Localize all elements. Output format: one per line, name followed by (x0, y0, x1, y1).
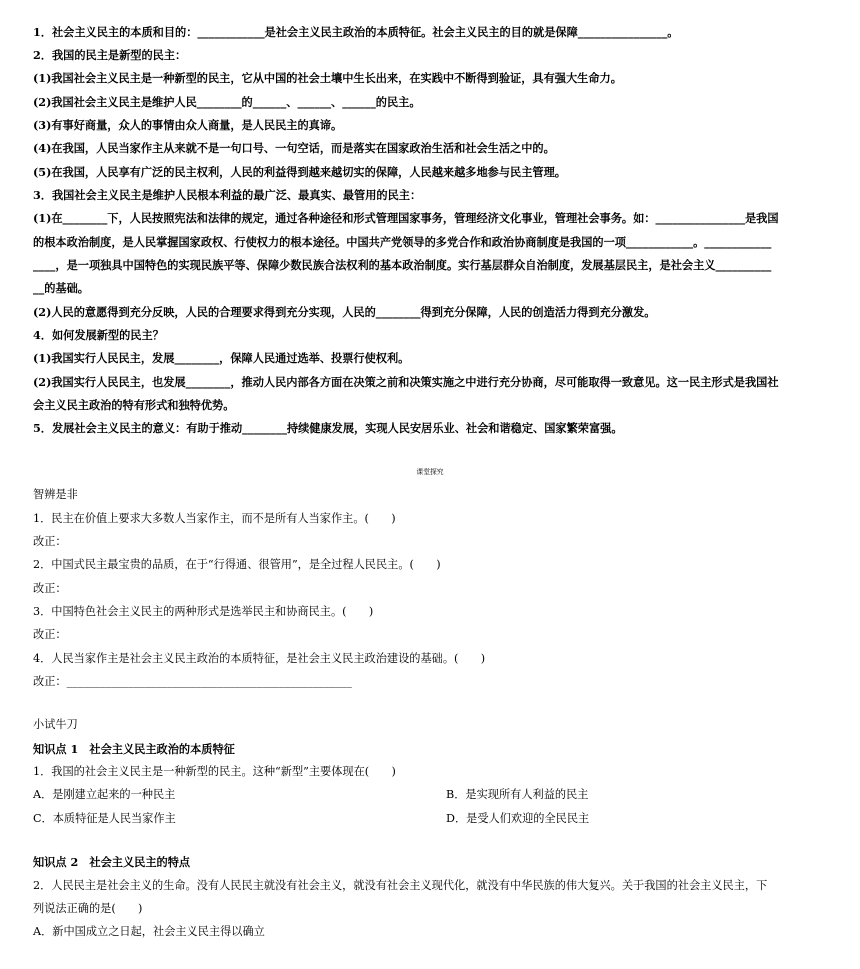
option-c: C．本质特征是人民当家作主 (33, 812, 176, 825)
text-line: 会主义民主政治的特有形式和独特优势。 (33, 398, 235, 412)
correction-line: 改正： (33, 628, 67, 641)
text-line: 1．社会主义民主的本质和目的：____________是社会主义民主政治的本质特征。社会主义民主的目的就是保障________________。 (33, 25, 679, 39)
text-line: 4．如何发展新型的民主？ (33, 328, 164, 342)
text-line: (2)我国实行人民民主，也发展________，推动人民内部各方面在决策之前和决策实施之中进行充分协商，尽可能取得一致意见。这一民主形式是我国社 (33, 375, 779, 389)
question-continuation: 列说法正确的是( ) (33, 902, 143, 915)
knowledge-point-heading: 知识点 1 社会主义民主政治的本质特征 (33, 742, 235, 756)
subsection-heading: 小试牛刀 (33, 718, 78, 731)
question: 2．人民民主是社会主义的生命。没有人民民主就没有社会主义，就没有社会主义现代化，就没有中华民族的伟大复兴。关于我国的社会主义民主，下 (33, 879, 768, 892)
text-line: 3．我国社会主义民主是维护人民根本利益的最广泛、最真实、最管用的民主： (33, 188, 422, 202)
text-line: (4)在我国，人民当家作主从来就不是一句口号、一句空话，而是落实在国家政治生活和社会生活之中的。 (33, 141, 555, 155)
correction-line: 改正： (33, 535, 67, 548)
text-line: ____，是一项独具中国特色的实现民族平等、保障少数民族合法权利的基本政治制度。实行基层群众自治制度，发展基层民主，是社会主义__________ (33, 258, 772, 272)
option-a: A．是刚建立起来的一种民主 (33, 788, 176, 801)
text-line: (2)人民的意愿得到充分反映，人民的合理要求得到充分实现，人民的________得到充分保障，人民的创造活力得到充分激发。 (33, 305, 656, 319)
text-line: (5)在我国，人民享有广泛的民主权利，人民的利益得到越来越切实的保障，人民越来越多地参与民主管理。 (33, 165, 566, 179)
judge-question: 1．民主在价值上要求大多数人当家作主，而不是所有人当家作主。( ) (33, 512, 396, 525)
text-line: 2．我国的民主是新型的民主： (33, 48, 187, 62)
judge-question: 3．中国特色社会主义民主的两种形式是选举民主和协商民主。( ) (33, 605, 374, 618)
subsection-heading: 智辨是非 (33, 488, 78, 501)
text-line: __的基础。 (33, 281, 89, 295)
text-line: (3)有事好商量，众人的事情由众人商量，是人民民主的真谛。 (33, 118, 343, 132)
question: 1．我国的社会主义民主是一种新型的民主。这种“新型”主要体现在( ) (33, 765, 396, 778)
text-line: (1)我国社会主义民主是一种新型的民主，它从中国的社会土壤中生长出来，在实践中不断得到验证，具有强大生命力。 (33, 71, 622, 85)
text-line: (1)我国实行人民民主，发展________，保障人民通过选举、投票行使权利。 (33, 351, 410, 365)
correction-line: 改正：___________________________________________________ (33, 675, 352, 688)
knowledge-point-heading: 知识点 2 社会主义民主的特点 (33, 855, 191, 869)
correction-line: 改正： (33, 582, 67, 595)
judge-question: 4．人民当家作主是社会主义民主政治的本质特征，是社会主义民主政治建设的基础。( ) (33, 652, 486, 665)
text-line: 5．发展社会主义民主的意义：有助于推动________持续健康发展，实现人民安居乐业、社会和谐稳定、国家繁荣富强。 (33, 421, 623, 435)
option-d: D．是受人们欢迎的全民民主 (446, 812, 590, 825)
option-b: B．是实现所有人利益的民主 (446, 788, 589, 801)
text-line: (2)我国社会主义民主是维护人民________的______、______、______的民主。 (33, 95, 421, 109)
option-a: A．新中国成立之日起，社会主义民主得以确立 (33, 925, 265, 938)
section-title: 课堂探究 (416, 468, 444, 476)
text-line: 的根本政治制度，是人民掌握国家政权、行使权力的根本途径。中国共产党领导的多党合作和政治协商制度是我国的一项____________。____________ (33, 235, 772, 249)
judge-question: 2．中国式民主最宝贵的品质，在于“行得通、很管用”，是全过程人民民主。( ) (33, 558, 441, 571)
text-line: (1)在________下，人民按照宪法和法律的规定，通过各种途径和形式管理国家事务，管理经济文化事业，管理社会事务。如：________________是我国 (33, 211, 779, 225)
